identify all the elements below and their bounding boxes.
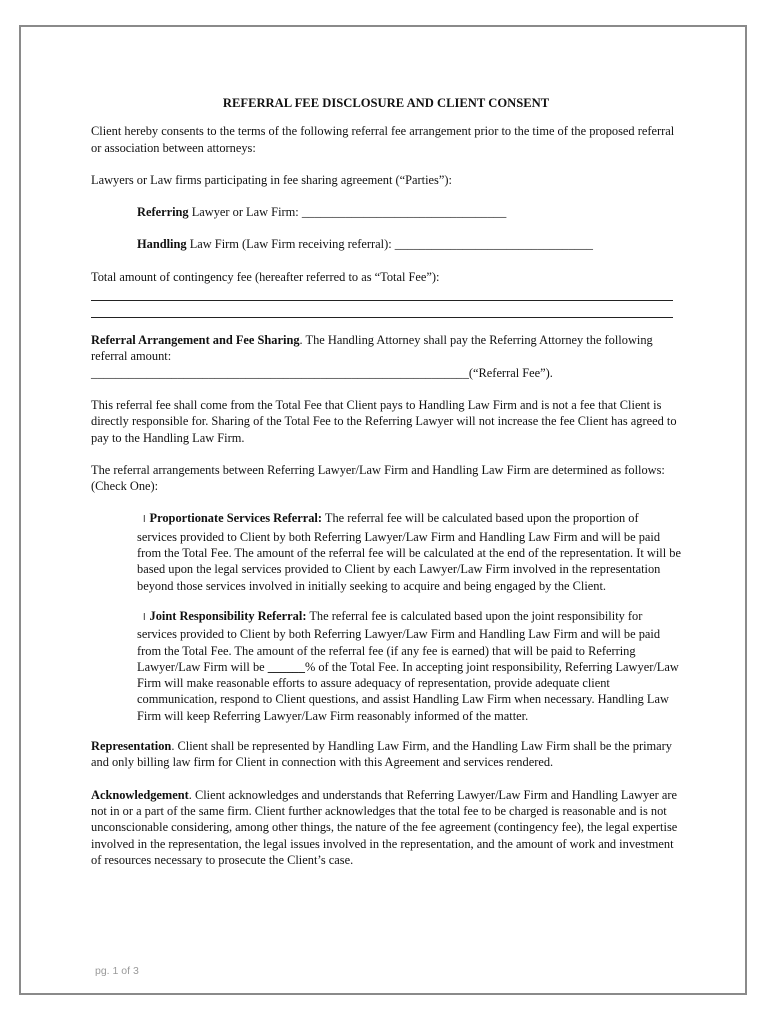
acknowledgement-heading: Acknowledgement (91, 787, 189, 802)
handling-blank-field[interactable]: ________________________________ (394, 237, 593, 252)
total-fee-lines (91, 287, 681, 318)
handling-label-bold: Handling (137, 237, 187, 252)
joint-text-b: % of the Total Fee. In accepting joint responsibility, Referring Lawyer/Law Firm will make reasonable efforts to assure adequacy of representation, provide adequate client communication, respond to Client questions, and assist Handling Law Firm when necessary. Handling Law Firm will keep Referring Lawyer/Law Firm reasonably informed of the matter. (137, 659, 679, 723)
acknowledgement-paragraph (91, 787, 681, 868)
intro-paragraph: Client hereby consents to the terms of the following referral fee arrangement prior to the time of the proposed referral or association between attorneys: (91, 124, 675, 155)
referring-label-bold: Referring (137, 205, 189, 220)
referral-fee-blank-field[interactable]: _____________________________________________________________ (91, 365, 469, 380)
document-body (91, 95, 681, 884)
handling-party-line (137, 236, 681, 252)
representation-paragraph (91, 738, 681, 771)
referring-party-line (137, 204, 681, 220)
arrangements-paragraph: The referral arrangements between Referring Lawyer/Law Firm and Handling Law Firm are determined as follows: (Check One): (91, 462, 665, 494)
proportionate-checkbox[interactable]: l (143, 515, 146, 526)
acknowledgement-text: . Client acknowledges and understands that Referring Lawyer/Law Firm and Handling Lawyer are not in or a part of the same firm. Client further acknowledges that the total fee to be charged is reasonable and is not unconscionable considering, among other things, the nature of the fee agreement (contingency fee), the legal expertise involved in the representation, the legal issues involved in the representation, and the amount of work and investment of resources necessary to prosecute the Client’s case. (91, 787, 678, 867)
option-joint-responsibility (137, 608, 681, 724)
total-fee-blank-line-1[interactable] (91, 287, 673, 301)
referring-label-text: Lawyer or Law Firm: (188, 205, 302, 220)
proportionate-heading: Proportionate Services Referral: (149, 511, 322, 526)
referring-blank-field[interactable]: _________________________________ (301, 205, 507, 220)
joint-text-a: The referral fee is calculated based upon the joint responsibility for services provided to Client by both Referring Lawyer/Law Firm and Handling Law Firm and will be paid from the Total Fee. The amount of the referral fee (if any fee is earned) that will be paid to Referring Lawyer/Law Firm will be (137, 608, 661, 674)
handling-label-text: Law Firm (Law Firm receiving referral): (186, 237, 395, 252)
total-fee-blank-line-2[interactable] (91, 304, 673, 318)
document-title: REFERRAL FEE DISCLOSURE AND CLIENT CONSENT (222, 96, 550, 110)
referral-fee-suffix: (“Referral Fee”). (468, 365, 553, 380)
fee-source-paragraph: This referral fee shall come from the Total Fee that Client pays to Handling Law Firm and is not a fee that Client is directly responsible for. Sharing of the Total Fee to the Referring Lawyer will not increase the fee Client has agreed to pay to the Handling Law Firm. (91, 397, 677, 445)
total-fee-label: Total amount of contingency fee (hereafter referred to as “Total Fee”): (91, 269, 440, 284)
parties-heading: Lawyers or Law firms participating in fee sharing agreement (“Parties”): (91, 172, 452, 187)
proportionate-text: The referral fee will be calculated based upon the proportion of services provided to Client by both Referring Lawyer/Law Firm and Handling Law Firm and will be paid from the Total Fee. The amount of the referral fee will be calculated at the end of the representation. It will be based upon the legal services provided to Client by each Lawyer/Law Firm involved in the representation beyond those services involved in initially seeking to acquire and being engaged by the Client. (137, 511, 681, 593)
referral-arrangement-paragraph (91, 332, 681, 381)
percent-blank-field[interactable]: ______ (267, 659, 305, 674)
referral-arrangement-heading: Referral Arrangement and Fee Sharing (91, 333, 300, 348)
document-page (19, 25, 747, 995)
representation-text: . Client shall be represented by Handling Law Firm, and the Handling Law Firm shall be the primary and only billing law firm for Client in connection with this Agreement and services rendered. (91, 739, 672, 770)
joint-heading: Joint Responsibility Referral: (149, 608, 307, 623)
page-number-footer: pg. 1 of 3 (95, 965, 139, 977)
representation-heading: Representation (91, 739, 172, 754)
option-proportionate-services (137, 510, 681, 593)
joint-checkbox[interactable]: l (143, 612, 146, 623)
referral-arrangement-text: . The Handling Attorney shall pay the Referring Attorney the following referral amount: (91, 333, 653, 364)
